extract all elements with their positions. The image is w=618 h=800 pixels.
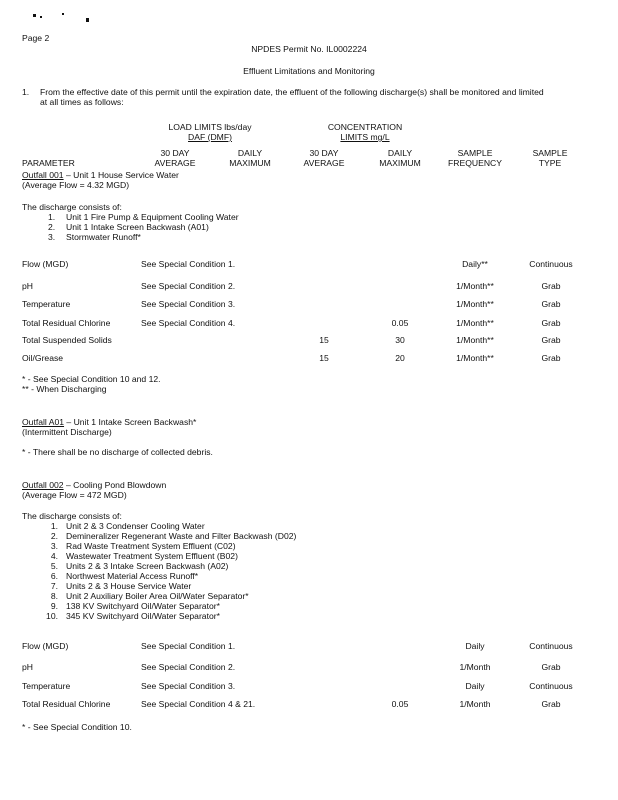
scan-speck bbox=[33, 14, 36, 17]
row-type: Continuous bbox=[529, 259, 573, 269]
freq-header-2: FREQUENCY bbox=[448, 158, 502, 168]
row-param: Temperature bbox=[22, 299, 71, 309]
row-type: Grab bbox=[541, 662, 561, 672]
load-avg-header-1: 30 DAY bbox=[160, 148, 190, 158]
list-item-text: Unit 2 Auxiliary Boiler Area Oil/Water Separator* bbox=[66, 591, 249, 601]
outfall-a01-sub: (Intermittent Discharge) bbox=[22, 427, 112, 437]
outfall-001-title bbox=[22, 170, 179, 180]
row-param: Temperature bbox=[22, 681, 71, 691]
list-item-num: 9. bbox=[50, 601, 58, 611]
load-max-header-1: DAILY bbox=[237, 148, 263, 158]
freq-header-1: SAMPLE bbox=[457, 148, 493, 158]
conc-avg-header-1: 30 DAY bbox=[309, 148, 339, 158]
row-conc-max: 20 bbox=[395, 353, 405, 363]
row-frequency: Daily bbox=[465, 681, 485, 691]
row-type: Grab bbox=[541, 281, 561, 291]
load-limits-sub: DAF (DMF) bbox=[188, 132, 232, 142]
row-conc-max: 0.05 bbox=[391, 318, 409, 328]
list-item-text: 345 KV Switchyard Oil/Water Separator* bbox=[66, 611, 220, 621]
outfall-002-label: Outfall 002 bbox=[22, 480, 64, 490]
conc-max-header-2: MAXIMUM bbox=[379, 158, 421, 168]
row-frequency: 1/Month bbox=[459, 662, 491, 672]
intro-number: 1. bbox=[22, 87, 30, 97]
list-item: 3. bbox=[48, 232, 56, 242]
list-item-num: 10. bbox=[46, 611, 58, 621]
list-item-num: 8. bbox=[50, 591, 58, 601]
list-item-text: 138 KV Switchyard Oil/Water Separator* bbox=[66, 601, 220, 611]
list-item-num: 2. bbox=[50, 531, 58, 541]
outfall-001-flow: (Average Flow = 4.32 MGD) bbox=[22, 180, 130, 190]
outfall-a01-title bbox=[22, 417, 196, 427]
row-type: Grab bbox=[541, 335, 561, 345]
row-param: Flow (MGD) bbox=[22, 641, 69, 651]
intro-line-2: at all times as follows: bbox=[40, 97, 124, 107]
list-item-num: 3. bbox=[50, 541, 58, 551]
page-label: Page 2 bbox=[22, 33, 50, 43]
row-condition: See Special Condition 1. bbox=[141, 641, 236, 651]
row-frequency: 1/Month** bbox=[456, 335, 494, 345]
list-item: 1. bbox=[48, 212, 56, 222]
outfall-001-note-2: ** - When Discharging bbox=[22, 384, 107, 394]
row-param: Total Residual Chlorine bbox=[22, 318, 111, 328]
outfall-002-consists: The discharge consists of: bbox=[22, 511, 122, 521]
row-conc-max: 30 bbox=[395, 335, 405, 345]
row-conc-avg: 15 bbox=[319, 353, 329, 363]
outfall-001-desc: – Unit 1 House Service Water bbox=[63, 170, 179, 180]
outfall-002-note: * - See Special Condition 10. bbox=[22, 722, 132, 732]
list-item-num: 4. bbox=[50, 551, 58, 561]
row-type: Grab bbox=[541, 299, 561, 309]
concentration-header: CONCENTRATION bbox=[327, 122, 403, 132]
list-item-num: 6. bbox=[50, 571, 58, 581]
row-frequency: 1/Month** bbox=[456, 318, 494, 328]
row-condition: See Special Condition 3. bbox=[141, 299, 236, 309]
row-condition: See Special Condition 2. bbox=[141, 281, 236, 291]
list-item-text: Units 2 & 3 House Service Water bbox=[66, 581, 192, 591]
scan-speck bbox=[40, 16, 42, 18]
list-item-text: Stormwater Runoff* bbox=[66, 232, 141, 242]
list-item-num: 7. bbox=[50, 581, 58, 591]
conc-max-header-1: DAILY bbox=[387, 148, 413, 158]
row-condition: See Special Condition 4. bbox=[141, 318, 236, 328]
row-frequency: Daily bbox=[465, 641, 485, 651]
conc-avg-header-2: AVERAGE bbox=[303, 158, 345, 168]
row-frequency: Daily** bbox=[462, 259, 488, 269]
list-item-text: Units 2 & 3 Intake Screen Backwash (A02) bbox=[66, 561, 229, 571]
intro-line-1: From the effective date of this permit until the expiration date, the effluent of the following discharge(s) shall be monitored and limited bbox=[40, 87, 544, 97]
load-max-header-2: MAXIMUM bbox=[229, 158, 271, 168]
row-conc-max: 0.05 bbox=[391, 699, 409, 709]
outfall-001-consists: The discharge consists of: bbox=[22, 202, 122, 212]
parameter-header: PARAMETER bbox=[22, 158, 75, 168]
row-condition: See Special Condition 3. bbox=[141, 681, 236, 691]
outfall-001-note-1: * - See Special Condition 10 and 12. bbox=[22, 374, 161, 384]
row-type: Grab bbox=[541, 318, 561, 328]
outfall-a01-label: Outfall A01 bbox=[22, 417, 65, 427]
row-type: Continuous bbox=[529, 681, 573, 691]
row-frequency: 1/Month** bbox=[456, 299, 494, 309]
row-condition: See Special Condition 1. bbox=[141, 259, 236, 269]
concentration-sub: LIMITS mg/L bbox=[340, 132, 390, 142]
outfall-a01-note: * - There shall be no discharge of collected debris. bbox=[22, 447, 213, 457]
section-title: Effluent Limitations and Monitoring bbox=[243, 66, 375, 76]
row-conc-avg: 15 bbox=[319, 335, 329, 345]
outfall-002-title bbox=[22, 480, 166, 490]
row-param: Total Suspended Solids bbox=[22, 335, 112, 345]
scan-speck bbox=[62, 13, 64, 15]
list-item-text: Unit 1 Intake Screen Backwash (A01) bbox=[66, 222, 209, 232]
outfall-002-desc: – Cooling Pond Blowdown bbox=[63, 480, 167, 490]
row-param: Flow (MGD) bbox=[22, 259, 69, 269]
row-type: Grab bbox=[541, 699, 561, 709]
row-condition: See Special Condition 2. bbox=[141, 662, 236, 672]
list-item-text: Unit 1 Fire Pump & Equipment Cooling Water bbox=[66, 212, 239, 222]
row-frequency: 1/Month** bbox=[456, 353, 494, 363]
row-frequency: 1/Month** bbox=[456, 281, 494, 291]
row-condition: See Special Condition 4 & 21. bbox=[141, 699, 256, 709]
scan-speck bbox=[86, 18, 89, 22]
row-type: Continuous bbox=[529, 641, 573, 651]
load-limits-header: LOAD LIMITS lbs/day bbox=[168, 122, 252, 132]
row-param: pH bbox=[22, 662, 33, 672]
row-param: Total Residual Chlorine bbox=[22, 699, 111, 709]
list-item-text: Rad Waste Treatment System Effluent (C02) bbox=[66, 541, 236, 551]
header-title: NPDES Permit No. IL0002224 bbox=[251, 44, 367, 54]
outfall-001-label: Outfall 001 bbox=[22, 170, 64, 180]
row-param: pH bbox=[22, 281, 33, 291]
outfall-a01-desc: – Unit 1 Intake Screen Backwash* bbox=[64, 417, 197, 427]
list-item-text: Demineralizer Regenerant Waste and Filter Backwash (D02) bbox=[66, 531, 297, 541]
type-header-1: SAMPLE bbox=[532, 148, 568, 158]
list-item-num: 5. bbox=[50, 561, 58, 571]
load-avg-header-2: AVERAGE bbox=[154, 158, 196, 168]
type-header-2: TYPE bbox=[538, 158, 562, 168]
list-item: 2. bbox=[48, 222, 56, 232]
row-type: Grab bbox=[541, 353, 561, 363]
row-param: Oil/Grease bbox=[22, 353, 64, 363]
list-item-text: Wastewater Treatment System Effluent (B02) bbox=[66, 551, 238, 561]
outfall-002-flow: (Average Flow = 472 MGD) bbox=[22, 490, 127, 500]
list-item-text: Unit 2 & 3 Condenser Cooling Water bbox=[66, 521, 205, 531]
list-item-num: 1. bbox=[50, 521, 58, 531]
list-item-text: Northwest Material Access Runoff* bbox=[66, 571, 199, 581]
row-frequency: 1/Month bbox=[459, 699, 491, 709]
